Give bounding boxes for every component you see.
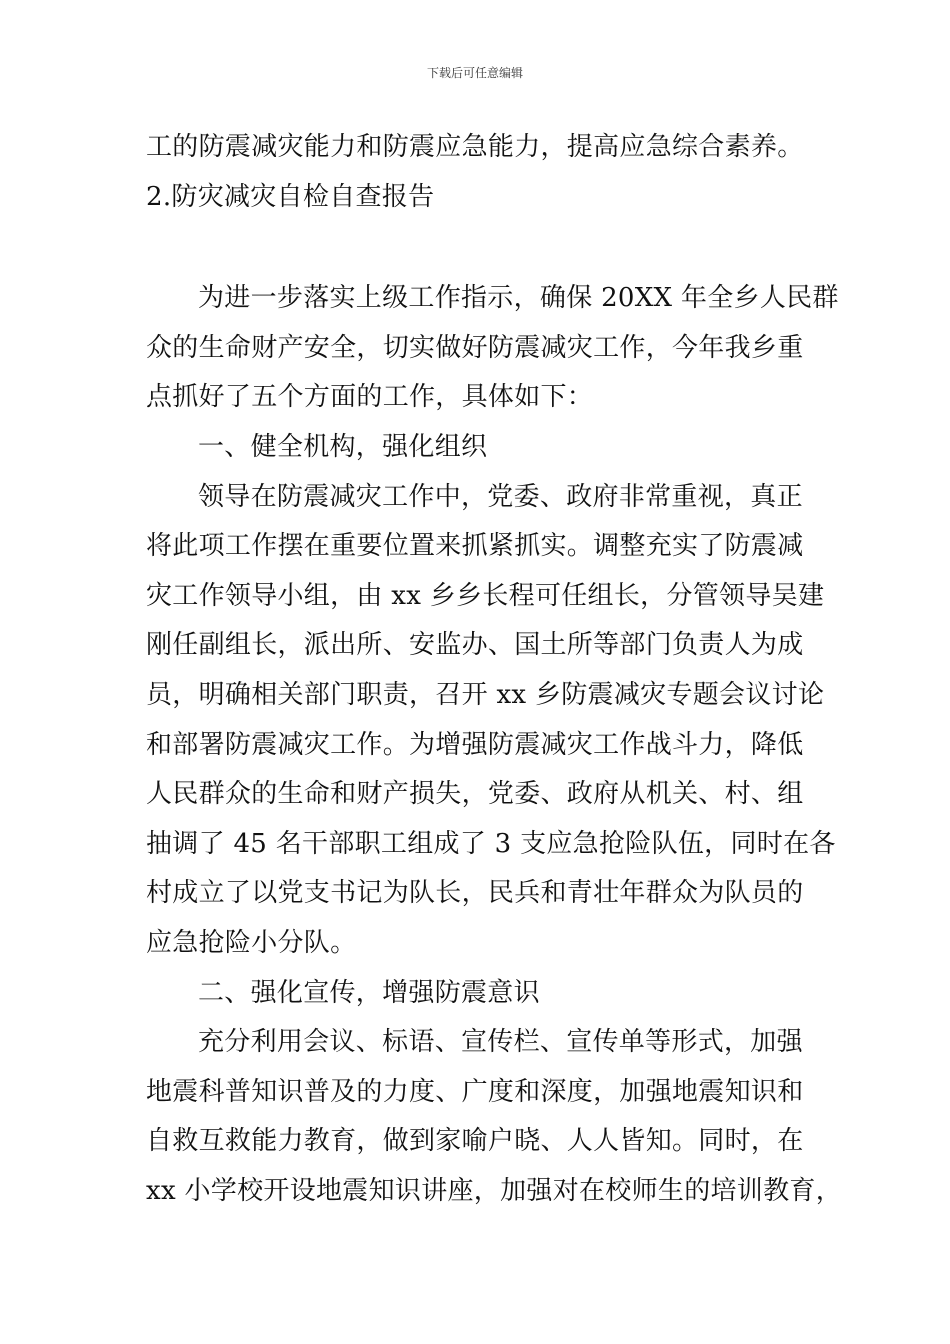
- text-line: 点抓好了五个方面的工作，具体如下：: [146, 382, 594, 413]
- paragraph-start: 领导在防震减灾工作中，党委、政府非常重视，真正: [198, 481, 803, 512]
- text-line: 和部署防震减灾工作。为增强防震减灾工作战斗力，降低: [146, 729, 804, 760]
- text-line: 灾工作领导小组，由 xx 乡乡长程可任组长，分管领导吴建: [146, 580, 825, 611]
- text-line: 应急抢险小分队。: [146, 927, 357, 958]
- text-line: 员，明确相关部门职责，召开 xx 乡防震减灾专题会议讨论: [146, 679, 825, 710]
- document-body: [146, 123, 842, 1216]
- blank-gap: [146, 222, 826, 274]
- text-line: 将此项工作摆在重要位置来抓紧抓实。调整充实了防震减: [146, 531, 804, 562]
- subheading: 一、健全机构，强化组织: [198, 431, 488, 462]
- paragraph-start: 为进一步落实上级工作指示，确保 20XX 年全乡人民群: [198, 283, 839, 314]
- text-line: xx 小学校开设地震知识讲座，加强对在校师生的培训教育，: [146, 1175, 842, 1206]
- text-line: 众的生命财产安全，切实做好防震减灾工作，今年我乡重: [146, 332, 804, 363]
- text-line: 村成立了以党支书记为队长，民兵和青壮年群众为队员的: [146, 878, 804, 909]
- text-line: 自救互救能力教育，做到家喻户晓、人人皆知。同时，在: [146, 1126, 804, 1157]
- text-line: 抽调了 45 名干部职工组成了 3 支应急抢险队伍，同时在各: [146, 828, 836, 859]
- text-line: 地震科普知识普及的力度、广度和深度，加强地震知识和: [146, 1076, 804, 1107]
- section-title: 2.防灾减灾自检自查报告: [146, 181, 435, 212]
- text-line: 工的防震减灾能力和防震应急能力，提高应急综合素养。: [146, 132, 804, 162]
- page-header: 下载后可任意编辑: [426, 66, 523, 80]
- text-line: 刚任副组长，派出所、安监办、国土所等部门负责人为成: [146, 630, 804, 661]
- subheading: 二、强化宣传，增强防震意识: [198, 977, 540, 1008]
- paragraph-start: 充分利用会议、标语、宣传栏、宣传单等形式，加强: [198, 1027, 803, 1058]
- text-line: 人民群众的生命和财产损失，党委、政府从机关、村、组: [146, 779, 804, 810]
